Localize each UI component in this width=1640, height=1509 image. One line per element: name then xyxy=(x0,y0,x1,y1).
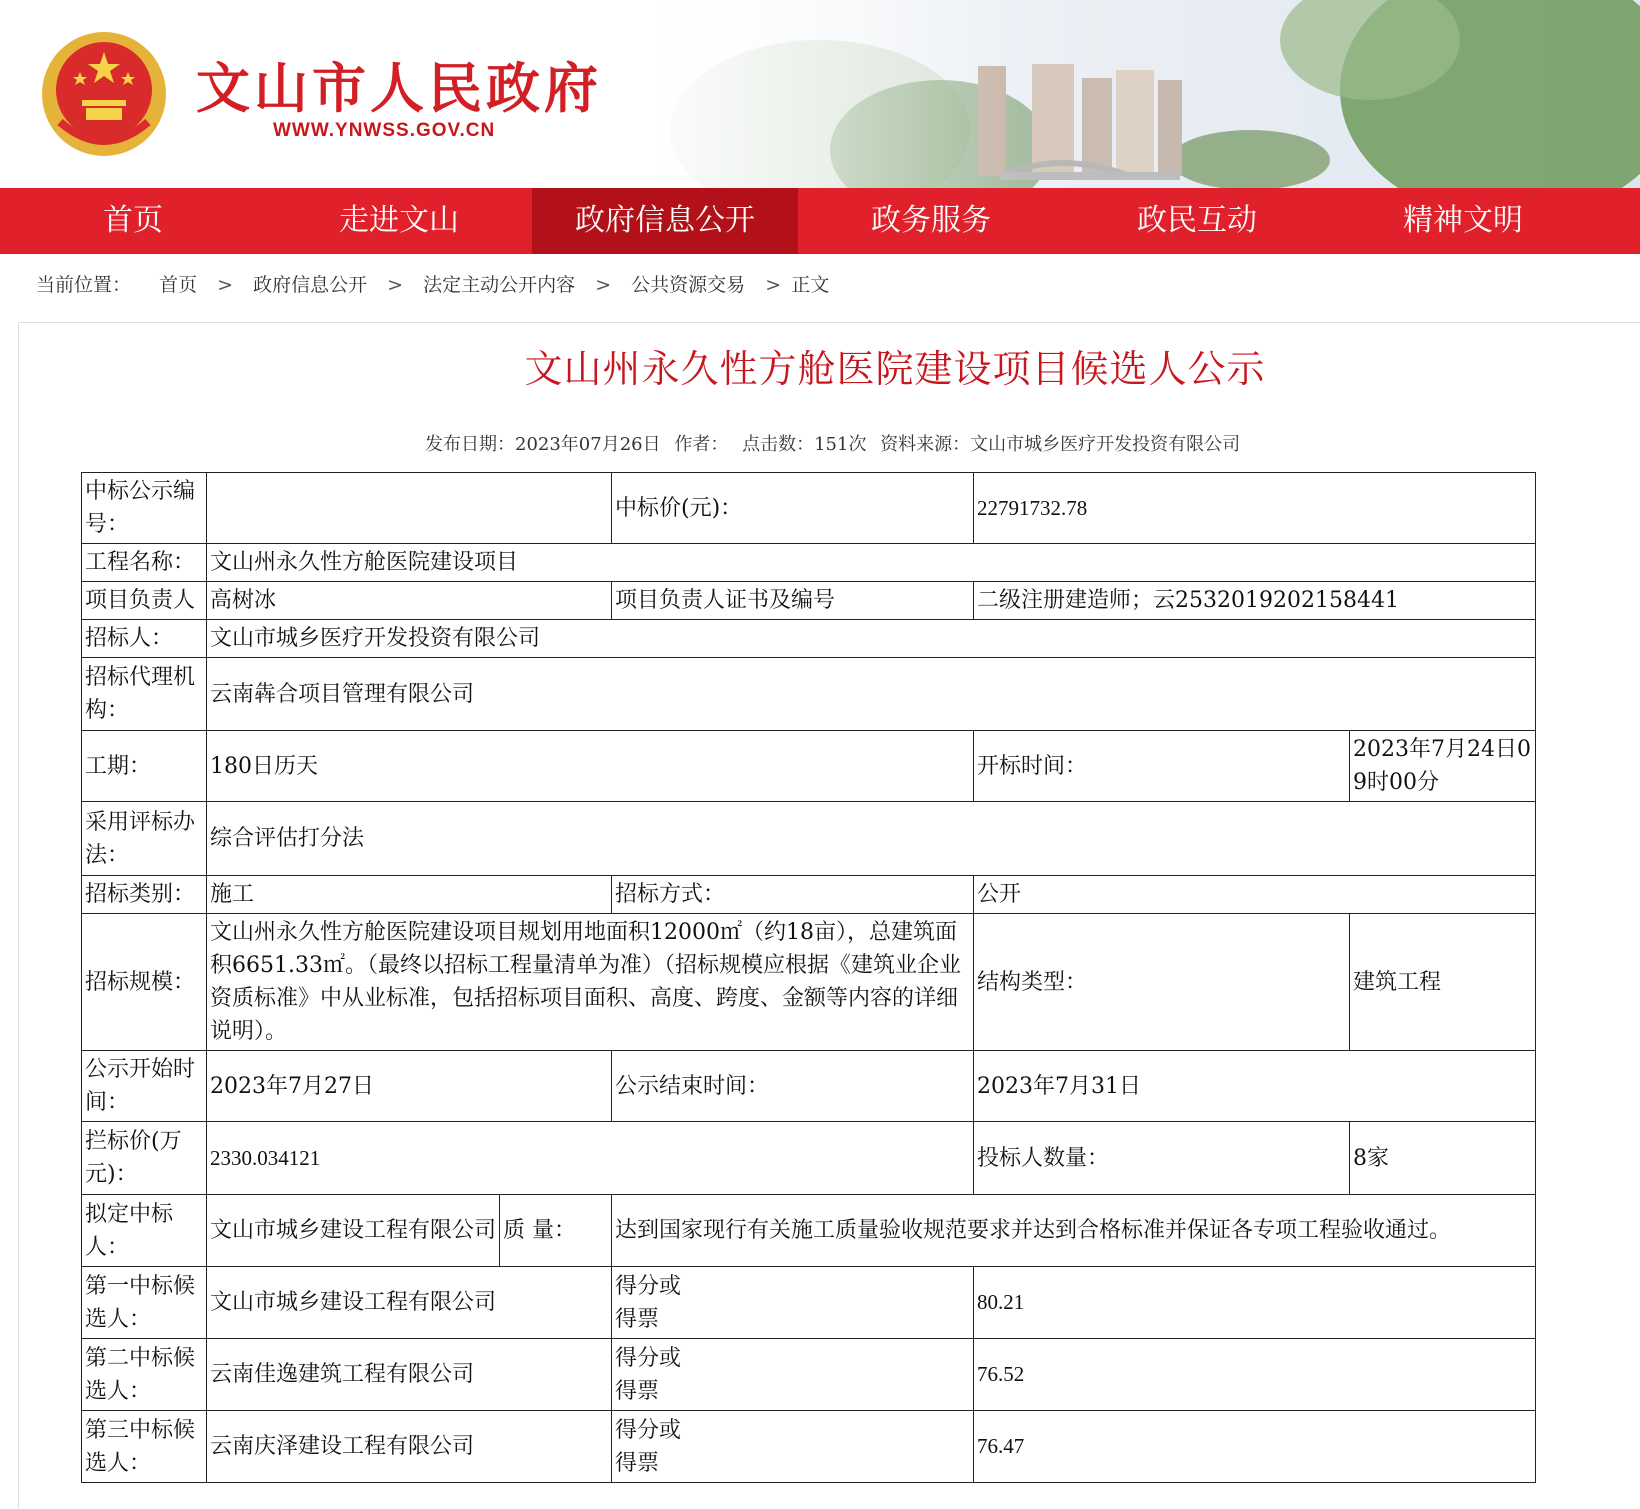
label-agency: 招标代理机构： xyxy=(82,658,207,731)
label-third-candidate: 第三中标候选人： xyxy=(82,1411,207,1483)
value-structure-type: 建筑工程 xyxy=(1350,914,1536,1051)
click-count: 点击数：151次 xyxy=(742,434,867,455)
label-notice-start: 公示开始时间： xyxy=(82,1051,207,1122)
value-project-manager: 高树冰 xyxy=(207,582,612,620)
label-proposed-winner: 拟定中标人： xyxy=(82,1195,207,1267)
label-bid-opening-time: 开标时间： xyxy=(974,731,1350,802)
breadcrumb-link-statutory[interactable]: 法定主动公开内容 xyxy=(423,274,576,296)
label-structure-type: 结构类型： xyxy=(974,914,1350,1051)
nav-item-home[interactable]: 首页 xyxy=(103,203,163,238)
table-row xyxy=(82,1411,1536,1483)
value-project-name: 文山州永久性方舱医院建设项目 xyxy=(207,544,1536,582)
table-row xyxy=(82,802,1536,876)
value-bid-price: 22791732.78 xyxy=(974,473,1536,544)
publish-date: 发布日期：2023年07月26日 xyxy=(425,434,661,455)
value-second-candidate: 云南佳逸建筑工程有限公司 xyxy=(207,1339,612,1411)
breadcrumb-separator: > xyxy=(387,274,404,296)
value-manager-certificate: 二级注册建造师；云2532019202158441 xyxy=(974,582,1536,620)
value-third-candidate: 云南庆泽建设工程有限公司 xyxy=(207,1411,612,1483)
table-row xyxy=(82,1051,1536,1122)
value-duration: 180日历天 xyxy=(207,731,974,802)
table-row xyxy=(82,582,1536,620)
table-row xyxy=(82,658,1536,731)
table-row xyxy=(82,914,1536,1051)
site-header xyxy=(0,0,1640,188)
label-evaluation-method: 采用评标办法： xyxy=(82,802,207,876)
label-third-score: 得分或得票 xyxy=(612,1411,974,1483)
breadcrumb-link-home[interactable]: 首页 xyxy=(159,274,198,296)
label-bidder-count: 投标人数量： xyxy=(974,1122,1350,1195)
value-proposed-winner: 文山市城乡建设工程有限公司 xyxy=(207,1195,500,1267)
city-skyline-banner-icon xyxy=(610,0,1640,188)
article-title: 文山州永久性方舱医院建设项目候选人公示 xyxy=(524,347,1266,391)
breadcrumb xyxy=(36,270,829,297)
breadcrumb-lead: 当前位置： xyxy=(36,274,132,296)
label-first-candidate: 第一中标候选人： xyxy=(82,1267,207,1339)
label-bid-price: 中标价(元)： xyxy=(612,473,974,544)
label-duration: 工期： xyxy=(82,731,207,802)
value-bid-scale: 文山州永久性方舱医院建设项目规划用地面积12000㎡（约18亩），总建筑面积6651.33㎡。（最终以招标工程量清单为准）（招标规模应根据《建筑业企业资质标准》中从业标准，包括招标项目面积、高度、跨度、金额等内容的详细说明）。 xyxy=(207,914,974,1051)
value-first-score: 80.21 xyxy=(974,1267,1536,1339)
table-row xyxy=(82,473,1536,544)
value-second-score: 76.52 xyxy=(974,1339,1536,1411)
value-quality: 达到国家现行有关施工质量验收规范要求并达到合格标准并保证各专项工程验收通过。 xyxy=(612,1195,1536,1267)
label-second-score: 得分或得票 xyxy=(612,1339,974,1411)
label-notice-end: 公示结束时间： xyxy=(612,1051,974,1122)
label-bid-notice-no: 中标公示编号： xyxy=(82,473,207,544)
label-tenderer: 招标人： xyxy=(82,620,207,658)
value-evaluation-method: 综合评估打分法 xyxy=(207,802,1536,876)
nav-item-gov-info[interactable]: 政府信息公开 xyxy=(532,188,798,254)
table-row xyxy=(82,1122,1536,1195)
label-bid-scale: 招标规模： xyxy=(82,914,207,1051)
breadcrumb-separator: > xyxy=(217,274,234,296)
value-third-score: 76.47 xyxy=(974,1411,1536,1483)
site-title[interactable]: 文山市人民政府 xyxy=(196,57,602,120)
breadcrumb-link-trading[interactable]: 公共资源交易 xyxy=(631,274,746,296)
article-meta xyxy=(425,430,1248,456)
table-row xyxy=(82,876,1536,914)
value-first-candidate: 文山市城乡建设工程有限公司 xyxy=(207,1267,612,1339)
nav-item-services[interactable]: 政务服务 xyxy=(871,203,991,238)
table-row xyxy=(82,1195,1536,1267)
table-row xyxy=(82,1339,1536,1411)
label-manager-certificate: 项目负责人证书及编号 xyxy=(612,582,974,620)
value-notice-end: 2023年7月31日 xyxy=(974,1051,1536,1122)
breadcrumb-link-gov-info[interactable]: 政府信息公开 xyxy=(253,274,368,296)
info-source: 资料来源：文山市城乡医疗开发投资有限公司 xyxy=(880,434,1241,455)
label-project-manager: 项目负责人 xyxy=(82,582,207,620)
breadcrumb-current: 正文 xyxy=(791,274,830,296)
table-row xyxy=(82,544,1536,582)
label-bid-mode: 招标方式： xyxy=(612,876,974,914)
table-row xyxy=(82,620,1536,658)
nav-item-interaction[interactable]: 政民互动 xyxy=(1137,203,1257,238)
label-first-score: 得分或得票 xyxy=(612,1267,974,1339)
main-nav xyxy=(0,188,1640,254)
value-ceiling-price: 2330.034121 xyxy=(207,1122,974,1195)
value-tenderer: 文山市城乡医疗开发投资有限公司 xyxy=(207,620,1536,658)
label-project-name: 工程名称： xyxy=(82,544,207,582)
notice-table xyxy=(81,472,1536,1483)
label-ceiling-price: 拦标价(万元)： xyxy=(82,1122,207,1195)
table-row xyxy=(82,1267,1536,1339)
label-bid-category: 招标类别： xyxy=(82,876,207,914)
value-bid-mode: 公开 xyxy=(974,876,1536,914)
site-url[interactable]: WWW.YNWSS.GOV.CN xyxy=(273,120,496,141)
table-row xyxy=(82,731,1536,802)
value-bid-notice-no xyxy=(207,473,612,544)
breadcrumb-separator: > xyxy=(765,274,782,296)
label-second-candidate: 第二中标候选人： xyxy=(82,1339,207,1411)
nav-item-about[interactable]: 走进文山 xyxy=(339,203,459,238)
author: 作者： xyxy=(674,434,729,455)
label-quality: 质 量： xyxy=(500,1195,612,1267)
value-agency: 云南犇合项目管理有限公司 xyxy=(207,658,1536,731)
nav-item-civilization[interactable]: 精神文明 xyxy=(1403,203,1523,238)
value-bid-opening-time: 2023年7月24日09时00分 xyxy=(1350,731,1536,802)
breadcrumb-separator: > xyxy=(595,274,612,296)
value-notice-start: 2023年7月27日 xyxy=(207,1051,612,1122)
value-bid-category: 施工 xyxy=(207,876,612,914)
value-bidder-count: 8家 xyxy=(1350,1122,1536,1195)
national-emblem-icon xyxy=(40,30,168,158)
